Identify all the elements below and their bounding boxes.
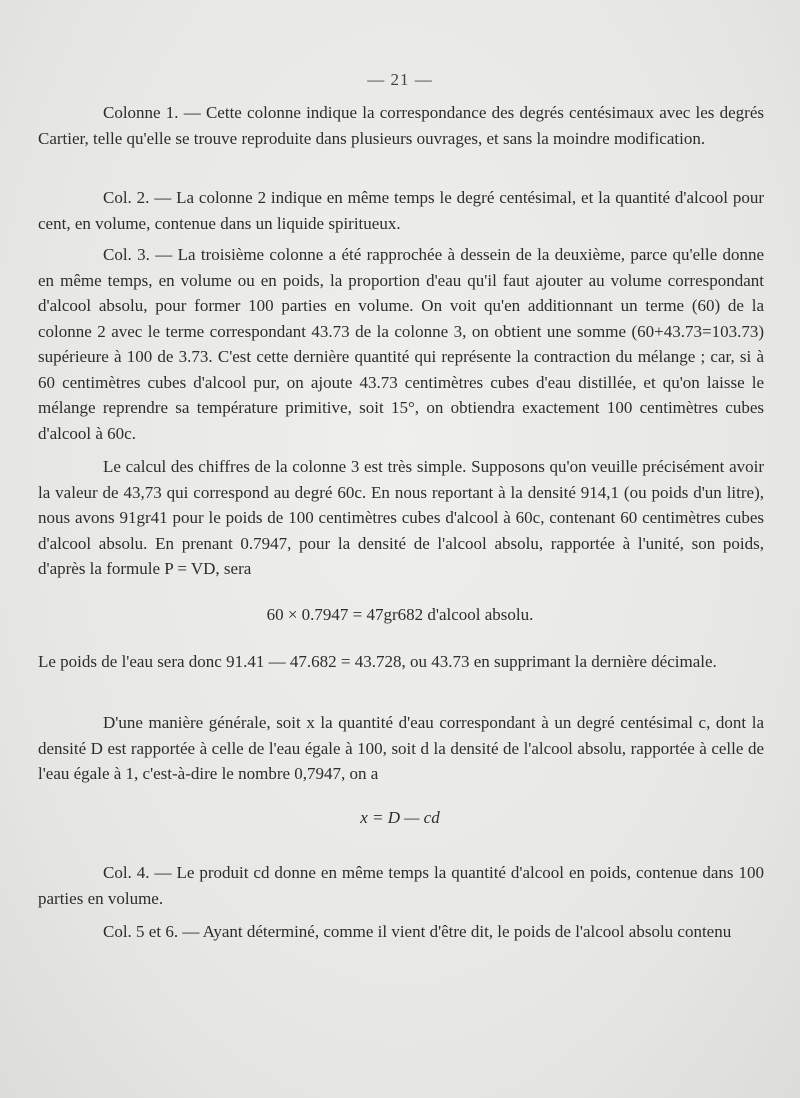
paragraph-poids-eau: Le poids de l'eau sera donc 91.41 — 47.682 = 43.728, ou 43.73 en supprimant la dernière décimale. (38, 652, 717, 671)
paragraph-maniere-generale: D'une manière générale, soit x la quantité d'eau correspondant à un degré centésimal c, dont la densité D est rapportée à celle de l'eau égale à 100, soit d la densité de l'alcool absolu, rapportée à celle de l'eau égale à 1, c'est-à-dire le nombre 0,7947, on a (38, 713, 764, 783)
page-number: — 21 — (367, 70, 433, 89)
paragraph-calcul: Le calcul des chiffres de la colonne 3 est très simple. Supposons qu'on veuille précisément avoir la valeur de 43,73 qui correspond au degré 60c. En nous reportant à la densité 914,1 (ou poids d'un litre), nous avons 91gr41 pour le poids de 100 centimètres cubes d'alcool à 60c, contenant 60 centimètres cubes d'alcool absolu. En prenant 0.7947, pour la densité de l'alcool absolu, rapportée à l'unité, son poids, d'après la formule P = VD, sera (38, 457, 764, 578)
paragraph-colonne-3: Col. 3. — La troisième colonne a été rapprochée à dessein de la deuxième, parce qu'elle donne en même temps, en volume ou en poids, la proportion d'eau qu'il faut ajouter au volume correspondant d'alcool absolu, pour former 100 parties en volume. On voit qu'en additionnant un terme (60) de la colonne 2 avec le terme correspondant 43.73 de la colonne 3, on obtient une somme (60+43.73=103.73) supérieure à 100 de 3.73. C'est cette dernière quantité qui représente la contraction du mélange ; car, si à 60 centimètres cubes d'alcool pur, on ajoute 43.73 centimètres cubes d'eau distillée, et qu'on laisse le mélange reprendre sa température primitive, soit 15°, on obtiendra exactement 100 centimètres cubes d'alcool à 60c. (38, 245, 764, 443)
formula-general: x = D — cd (360, 808, 440, 827)
paragraph-colonne-4: Col. 4. — Le produit cd donne en même temps la quantité d'alcool en poids, contenue dans 100 parties en volume. (38, 863, 764, 908)
formula-alcool-absolu: 60 × 0.7947 = 47gr682 d'alcool absolu. (266, 605, 534, 624)
paragraph-colonne-1: Colonne 1. — Cette colonne indique la correspondance des degrés centésimaux avec les degrés Cartier, telle qu'elle se trouve reproduite dans plusieurs ouvrages, et sans la moindre modification. (38, 103, 764, 148)
paragraph-colonne-2: Col. 2. — La colonne 2 indique en même temps le degré centésimal, et la quantité d'alcool pour cent, en volume, contenue dans un liquide spiritueux. (38, 188, 764, 233)
paragraph-colonne-5-6: Col. 5 et 6. — Ayant déterminé, comme il vient d'être dit, le poids de l'alcool absolu contenu (103, 922, 732, 941)
